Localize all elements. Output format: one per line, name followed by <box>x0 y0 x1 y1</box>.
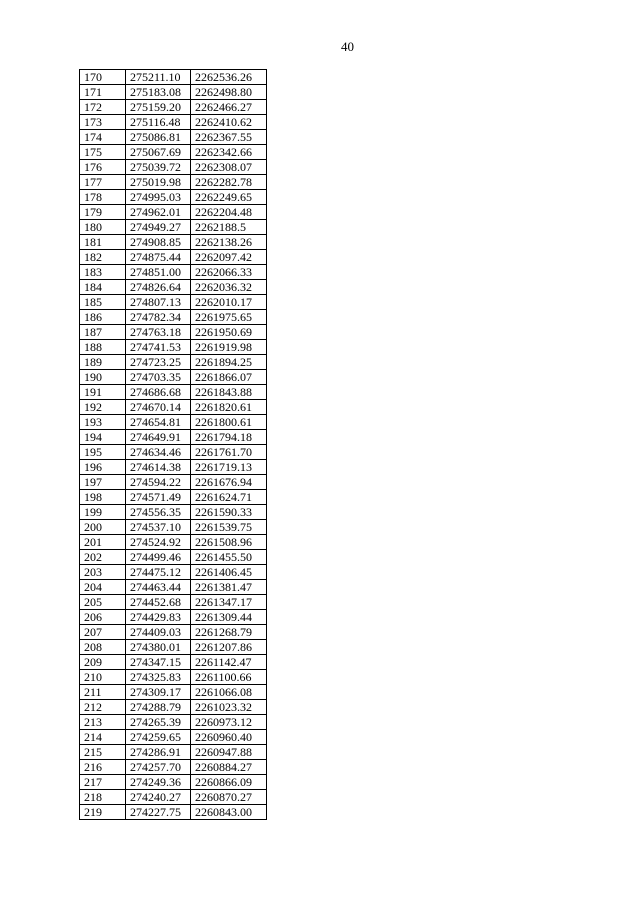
y-coordinate-cell: 2261719.13 <box>191 460 267 475</box>
x-coordinate-cell: 274614.38 <box>126 460 191 475</box>
x-coordinate-cell: 274537.10 <box>126 520 191 535</box>
y-coordinate-cell: 2262367.55 <box>191 130 267 145</box>
table-row <box>80 145 267 160</box>
y-coordinate-cell: 2261975.65 <box>191 310 267 325</box>
y-coordinate-cell: 2261406.45 <box>191 565 267 580</box>
x-coordinate-cell: 274286.91 <box>126 745 191 760</box>
point-number-cell: 204 <box>80 580 126 595</box>
table-row <box>80 355 267 370</box>
point-number-cell: 181 <box>80 235 126 250</box>
table-row <box>80 730 267 745</box>
point-number-cell: 195 <box>80 445 126 460</box>
point-number-cell: 171 <box>80 85 126 100</box>
x-coordinate-cell: 274908.85 <box>126 235 191 250</box>
point-number-cell: 211 <box>80 685 126 700</box>
y-coordinate-cell: 2261207.86 <box>191 640 267 655</box>
point-number-cell: 210 <box>80 670 126 685</box>
table-row <box>80 130 267 145</box>
table-row <box>80 610 267 625</box>
point-number-cell: 205 <box>80 595 126 610</box>
table-row <box>80 775 267 790</box>
table-row <box>80 580 267 595</box>
coordinates-table <box>79 69 267 820</box>
point-number-cell: 209 <box>80 655 126 670</box>
point-number-cell: 186 <box>80 310 126 325</box>
table-row <box>80 535 267 550</box>
point-number-cell: 179 <box>80 205 126 220</box>
table-row <box>80 160 267 175</box>
table-row <box>80 370 267 385</box>
y-coordinate-cell: 2262342.66 <box>191 145 267 160</box>
point-number-cell: 194 <box>80 430 126 445</box>
x-coordinate-cell: 275067.69 <box>126 145 191 160</box>
y-coordinate-cell: 2262282.78 <box>191 175 267 190</box>
y-coordinate-cell: 2261794.18 <box>191 430 267 445</box>
y-coordinate-cell: 2262536.26 <box>191 70 267 85</box>
table-row <box>80 760 267 775</box>
x-coordinate-cell: 275183.08 <box>126 85 191 100</box>
x-coordinate-cell: 274949.27 <box>126 220 191 235</box>
point-number-cell: 208 <box>80 640 126 655</box>
point-number-cell: 216 <box>80 760 126 775</box>
x-coordinate-cell: 275086.81 <box>126 130 191 145</box>
table-row <box>80 475 267 490</box>
point-number-cell: 172 <box>80 100 126 115</box>
y-coordinate-cell: 2261624.71 <box>191 490 267 505</box>
y-coordinate-cell: 2262097.42 <box>191 250 267 265</box>
table-row <box>80 460 267 475</box>
y-coordinate-cell: 2261950.69 <box>191 325 267 340</box>
x-coordinate-cell: 274429.83 <box>126 610 191 625</box>
table-row <box>80 220 267 235</box>
y-coordinate-cell: 2262010.17 <box>191 295 267 310</box>
x-coordinate-cell: 274571.49 <box>126 490 191 505</box>
table-row <box>80 205 267 220</box>
point-number-cell: 215 <box>80 745 126 760</box>
y-coordinate-cell: 2260843.00 <box>191 805 267 820</box>
table-row <box>80 250 267 265</box>
table-row <box>80 670 267 685</box>
y-coordinate-cell: 2262249.65 <box>191 190 267 205</box>
y-coordinate-cell: 2261347.17 <box>191 595 267 610</box>
x-coordinate-cell: 274475.12 <box>126 565 191 580</box>
point-number-cell: 173 <box>80 115 126 130</box>
x-coordinate-cell: 274265.39 <box>126 715 191 730</box>
table-row <box>80 520 267 535</box>
y-coordinate-cell: 2260870.27 <box>191 790 267 805</box>
point-number-cell: 214 <box>80 730 126 745</box>
x-coordinate-cell: 274524.92 <box>126 535 191 550</box>
table-row <box>80 265 267 280</box>
table-row <box>80 190 267 205</box>
y-coordinate-cell: 2261676.94 <box>191 475 267 490</box>
x-coordinate-cell: 274309.17 <box>126 685 191 700</box>
y-coordinate-cell: 2262188.5 <box>191 220 267 235</box>
table-row <box>80 790 267 805</box>
x-coordinate-cell: 274670.14 <box>126 400 191 415</box>
table-row <box>80 445 267 460</box>
table-row <box>80 595 267 610</box>
point-number-cell: 217 <box>80 775 126 790</box>
y-coordinate-cell: 2261309.44 <box>191 610 267 625</box>
table-row <box>80 85 267 100</box>
point-number-cell: 218 <box>80 790 126 805</box>
point-number-cell: 199 <box>80 505 126 520</box>
table-row <box>80 235 267 250</box>
y-coordinate-cell: 2261508.96 <box>191 535 267 550</box>
table-row <box>80 325 267 340</box>
table-row <box>80 70 267 85</box>
table-row <box>80 640 267 655</box>
y-coordinate-cell: 2261023.32 <box>191 700 267 715</box>
table-row <box>80 505 267 520</box>
point-number-cell: 193 <box>80 415 126 430</box>
table-row <box>80 700 267 715</box>
y-coordinate-cell: 2261761.70 <box>191 445 267 460</box>
x-coordinate-cell: 274686.68 <box>126 385 191 400</box>
x-coordinate-cell: 274782.34 <box>126 310 191 325</box>
y-coordinate-cell: 2262410.62 <box>191 115 267 130</box>
point-number-cell: 206 <box>80 610 126 625</box>
point-number-cell: 184 <box>80 280 126 295</box>
y-coordinate-cell: 2261919.98 <box>191 340 267 355</box>
x-coordinate-cell: 274594.22 <box>126 475 191 490</box>
table-row <box>80 310 267 325</box>
point-number-cell: 202 <box>80 550 126 565</box>
table-row <box>80 685 267 700</box>
point-number-cell: 174 <box>80 130 126 145</box>
x-coordinate-cell: 274763.18 <box>126 325 191 340</box>
y-coordinate-cell: 2261590.33 <box>191 505 267 520</box>
point-number-cell: 191 <box>80 385 126 400</box>
x-coordinate-cell: 274325.83 <box>126 670 191 685</box>
x-coordinate-cell: 275019.98 <box>126 175 191 190</box>
x-coordinate-cell: 275159.20 <box>126 100 191 115</box>
table-row <box>80 295 267 310</box>
x-coordinate-cell: 274851.00 <box>126 265 191 280</box>
point-number-cell: 213 <box>80 715 126 730</box>
x-coordinate-cell: 274452.68 <box>126 595 191 610</box>
y-coordinate-cell: 2261268.79 <box>191 625 267 640</box>
x-coordinate-cell: 274249.36 <box>126 775 191 790</box>
y-coordinate-cell: 2262308.07 <box>191 160 267 175</box>
x-coordinate-cell: 274259.65 <box>126 730 191 745</box>
point-number-cell: 200 <box>80 520 126 535</box>
x-coordinate-cell: 274807.13 <box>126 295 191 310</box>
table-row <box>80 280 267 295</box>
x-coordinate-cell: 274723.25 <box>126 355 191 370</box>
point-number-cell: 180 <box>80 220 126 235</box>
x-coordinate-cell: 274962.01 <box>126 205 191 220</box>
point-number-cell: 170 <box>80 70 126 85</box>
x-coordinate-cell: 274741.53 <box>126 340 191 355</box>
table-row <box>80 340 267 355</box>
point-number-cell: 219 <box>80 805 126 820</box>
y-coordinate-cell: 2260884.27 <box>191 760 267 775</box>
y-coordinate-cell: 2261866.07 <box>191 370 267 385</box>
x-coordinate-cell: 274463.44 <box>126 580 191 595</box>
x-coordinate-cell: 274826.64 <box>126 280 191 295</box>
table-row <box>80 115 267 130</box>
table-row <box>80 565 267 580</box>
x-coordinate-cell: 274995.03 <box>126 190 191 205</box>
table-row <box>80 175 267 190</box>
x-coordinate-cell: 274703.35 <box>126 370 191 385</box>
x-coordinate-cell: 274499.46 <box>126 550 191 565</box>
y-coordinate-cell: 2261894.25 <box>191 355 267 370</box>
x-coordinate-cell: 274257.70 <box>126 760 191 775</box>
x-coordinate-cell: 274634.46 <box>126 445 191 460</box>
y-coordinate-cell: 2261066.08 <box>191 685 267 700</box>
y-coordinate-cell: 2261820.61 <box>191 400 267 415</box>
x-coordinate-cell: 274288.79 <box>126 700 191 715</box>
y-coordinate-cell: 2261381.47 <box>191 580 267 595</box>
x-coordinate-cell: 274240.27 <box>126 790 191 805</box>
y-coordinate-cell: 2261455.50 <box>191 550 267 565</box>
coordinates-table-body <box>80 70 267 820</box>
y-coordinate-cell: 2262466.27 <box>191 100 267 115</box>
y-coordinate-cell: 2261142.47 <box>191 655 267 670</box>
table-row <box>80 655 267 670</box>
y-coordinate-cell: 2262036.32 <box>191 280 267 295</box>
x-coordinate-cell: 275039.72 <box>126 160 191 175</box>
x-coordinate-cell: 275116.48 <box>126 115 191 130</box>
table-row <box>80 805 267 820</box>
point-number-cell: 203 <box>80 565 126 580</box>
point-number-cell: 212 <box>80 700 126 715</box>
point-number-cell: 188 <box>80 340 126 355</box>
y-coordinate-cell: 2262066.33 <box>191 265 267 280</box>
y-coordinate-cell: 2261843.88 <box>191 385 267 400</box>
point-number-cell: 189 <box>80 355 126 370</box>
y-coordinate-cell: 2262204.48 <box>191 205 267 220</box>
y-coordinate-cell: 2261100.66 <box>191 670 267 685</box>
y-coordinate-cell: 2260947.88 <box>191 745 267 760</box>
point-number-cell: 197 <box>80 475 126 490</box>
y-coordinate-cell: 2261539.75 <box>191 520 267 535</box>
y-coordinate-cell: 2260866.09 <box>191 775 267 790</box>
x-coordinate-cell: 274409.03 <box>126 625 191 640</box>
point-number-cell: 183 <box>80 265 126 280</box>
y-coordinate-cell: 2262498.80 <box>191 85 267 100</box>
table-row <box>80 385 267 400</box>
x-coordinate-cell: 274380.01 <box>126 640 191 655</box>
table-row <box>80 430 267 445</box>
point-number-cell: 182 <box>80 250 126 265</box>
x-coordinate-cell: 274227.75 <box>126 805 191 820</box>
y-coordinate-cell: 2261800.61 <box>191 415 267 430</box>
y-coordinate-cell: 2260973.12 <box>191 715 267 730</box>
table-row <box>80 625 267 640</box>
table-row <box>80 415 267 430</box>
x-coordinate-cell: 274654.81 <box>126 415 191 430</box>
x-coordinate-cell: 274347.15 <box>126 655 191 670</box>
x-coordinate-cell: 274875.44 <box>126 250 191 265</box>
table-row <box>80 100 267 115</box>
point-number-cell: 187 <box>80 325 126 340</box>
table-row <box>80 550 267 565</box>
point-number-cell: 207 <box>80 625 126 640</box>
table-row <box>80 490 267 505</box>
point-number-cell: 175 <box>80 145 126 160</box>
x-coordinate-cell: 275211.10 <box>126 70 191 85</box>
point-number-cell: 190 <box>80 370 126 385</box>
table-row <box>80 400 267 415</box>
y-coordinate-cell: 2262138.26 <box>191 235 267 250</box>
x-coordinate-cell: 274649.91 <box>126 430 191 445</box>
point-number-cell: 198 <box>80 490 126 505</box>
point-number-cell: 176 <box>80 160 126 175</box>
y-coordinate-cell: 2260960.40 <box>191 730 267 745</box>
table-row <box>80 745 267 760</box>
point-number-cell: 178 <box>80 190 126 205</box>
point-number-cell: 177 <box>80 175 126 190</box>
point-number-cell: 185 <box>80 295 126 310</box>
point-number-cell: 196 <box>80 460 126 475</box>
point-number-cell: 192 <box>80 400 126 415</box>
table-row <box>80 715 267 730</box>
x-coordinate-cell: 274556.35 <box>126 505 191 520</box>
point-number-cell: 201 <box>80 535 126 550</box>
page-number: 40 <box>341 39 354 54</box>
